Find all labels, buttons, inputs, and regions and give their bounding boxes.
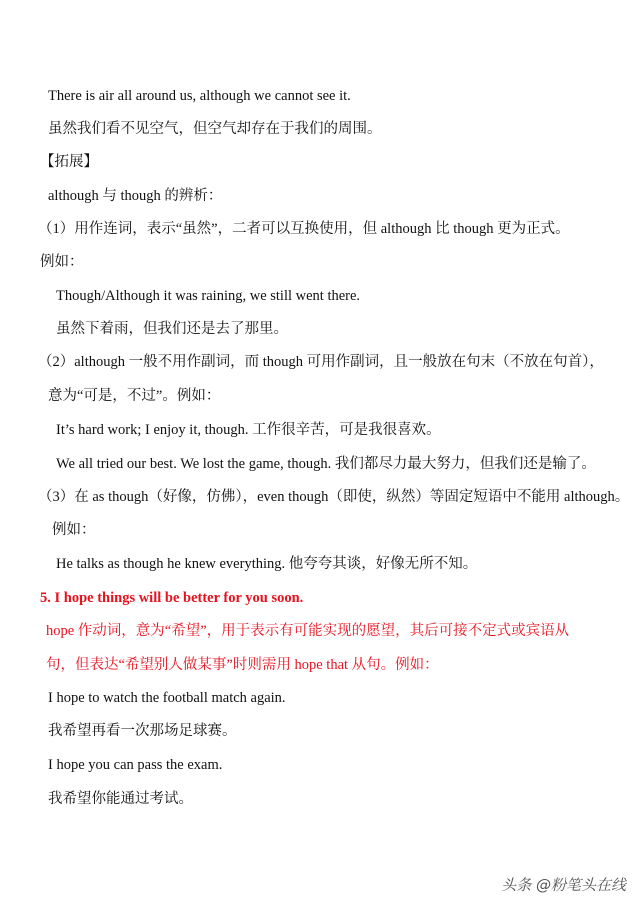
example-sentence: It’s hard work; I enjoy it, though. 工作很辛苦，可是我很喜欢。	[56, 422, 441, 438]
example-sentence-en: I hope you can pass the exam.	[48, 757, 223, 773]
example-label: 例如：	[52, 522, 96, 538]
example-sentence-zh: 虽然我们看不见空气，但空气却存在于我们的周围。	[48, 121, 382, 137]
explanation-red: hope 作动词，意为“希望”，用于表示有可能实现的愿望，其后可接不定式或宾语从	[46, 623, 570, 639]
usage-point-2-continued: 意为“可是，不过”。例如：	[48, 388, 221, 404]
example-sentence-en: Though/Although it was raining, we still went there.	[56, 288, 361, 304]
comparison-heading: although 与 though 的辨析：	[48, 188, 223, 204]
example-sentence-en: There is air all around us, although we cannot see it.	[48, 88, 351, 104]
example-sentence-en: I hope to watch the football match again.	[48, 690, 286, 706]
explanation-red-continued: 句，但表达“希望别人做某事”时则需用 hope that 从句。例如：	[46, 657, 439, 673]
section-heading: 5. I hope things will be better for you soon.	[40, 590, 304, 606]
usage-point-3: （3）在 as though（好像，仿佛），even though（即使，纵然）等固定短语中不能用 although。	[38, 489, 630, 505]
example-sentence-zh: 我希望再看一次那场足球赛。	[48, 723, 237, 739]
section-label-extension: 【拓展】	[40, 154, 98, 170]
usage-point-1: （1）用作连词，表示“虽然”，二者可以互换使用，但 although 比 though 更为正式。	[38, 221, 570, 237]
example-label: 例如：	[40, 254, 84, 270]
example-sentence: He talks as though he knew everything. 他夸夸其谈，好像无所不知。	[56, 556, 478, 572]
example-sentence-zh: 虽然下着雨，但我们还是去了那里。	[56, 321, 288, 337]
example-sentence-zh: 我希望你能通过考试。	[48, 791, 193, 807]
usage-point-2: （2）although 一般不用作副词，而 though 可用作副词，且一般放在句末（不放在句首），	[38, 354, 604, 370]
source-watermark: 头条 @粉笔头在线	[501, 876, 626, 894]
example-sentence: We all tried our best. We lost the game, though. 我们都尽力最大努力，但我们还是输了。	[56, 456, 596, 472]
